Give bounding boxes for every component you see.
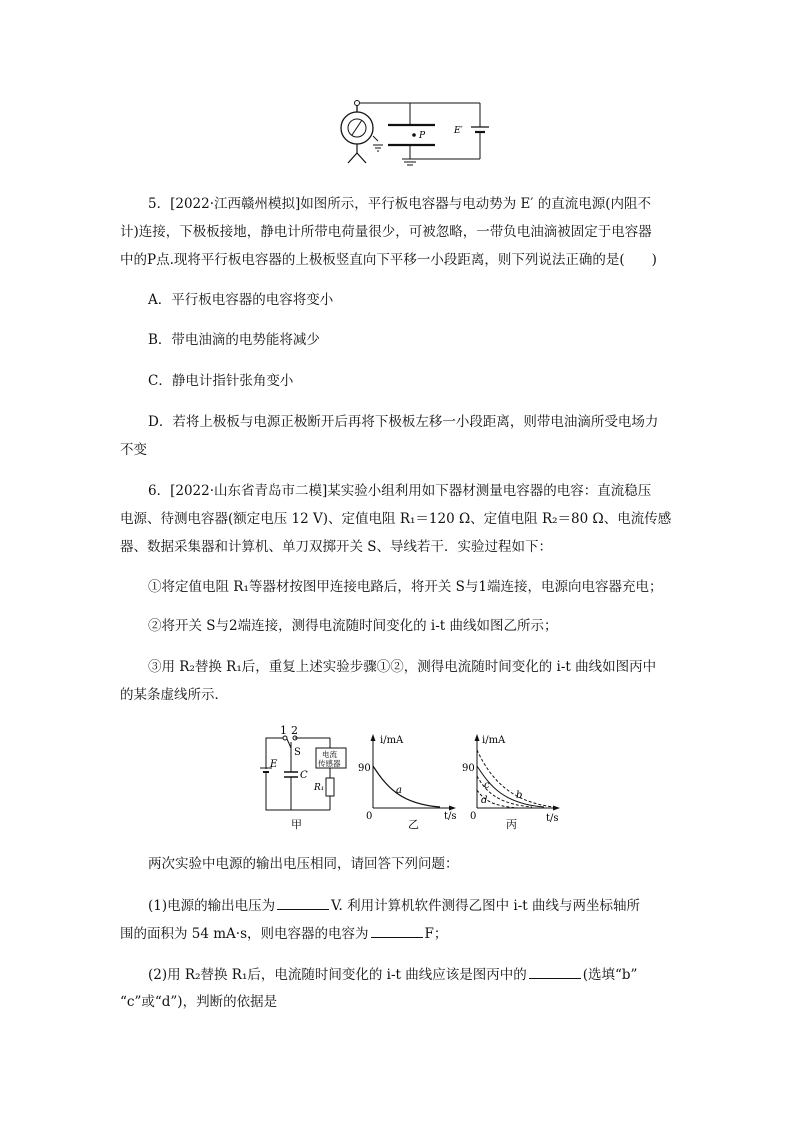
sensor-label-line-2: 传感器 [318,759,341,768]
q5-option-b: B．带电油滴的电势能将减少 [148,332,320,348]
q6-sub2-line-1-post: (选填“b” [582,967,638,983]
q5-option-c: C．静电计指针张角变小 [148,373,294,389]
sensor-label-line-1: 电流 [322,750,337,759]
q5-option-d-line-2: 不变 [120,442,147,458]
figure-jia-caption: 甲 [291,818,302,831]
point-p-label: P [419,131,426,141]
q5-option-d-line-1: D．若将上极板与电源正极断开后再将下极板左移一小段距离，则带电油滴所受电场力 [148,414,659,430]
yi-x-axis-label: t/s [444,811,457,822]
figure-bing-chart [462,724,582,834]
figure-jia-circuit [258,724,358,834]
yi-curve-a [373,766,440,807]
bing-y-tick-90: 90 [462,763,475,774]
q5-option-a: A．平行板电容器的电容将变小 [148,292,334,308]
figure-yi-caption: 乙 [408,818,419,831]
battery-e-label: E [270,759,278,770]
terminal-2-label: 2 [291,724,298,737]
q6-sub2-line-1-pre: (2)用 R₂替换 R₁后，电流随时间变化的 i-t 曲线应该是图丙中的 [148,967,527,983]
q6-sub1-line-2 [120,923,447,944]
q6-step-3-line-2: 的某条虚线所示． [120,687,228,703]
q5-line-3: 中的P点.现将平行板电容器的上极板竖直向下平移一小段距离，则下列说法正确的是( ) [120,252,657,268]
yi-curve-a-label: a [396,785,402,796]
terminal-1-label: 1 [280,724,287,737]
q5-line-1: 5．[2022·江西赣州模拟]如图所示，平行板电容器与电动势为 E′ 的直流电源(内阻不 [148,196,652,212]
answer-blank-curve[interactable] [529,964,581,979]
q5-line-2: 计)连接，下极板接地，静电计所带电荷量很少，可被忽略，一带负电油滴被固定于电容器 [120,224,652,240]
q6-step-1: ①将定值电阻 R₁等器材按图甲连接电路后，将开关 S与1端连接，电源向电容器充电； [148,579,663,595]
q6-intro: 两次实验中电源的输出电压相同，请回答下列问题： [148,856,459,872]
source-e-label: E′ [454,126,463,136]
figure-yi-chart [358,724,468,834]
q6-line-1: 6．[2022·山东省青岛市二模]某实验小组利用如下器材测量电容器的电容：直流稳压 [148,483,652,499]
q6-sub1-line-2-pre: 围的面积为 54 mA·s，则电容器的电容为 [120,926,369,942]
bing-curve-d-label: d [481,795,488,806]
figure-electrometer-capacitor [330,95,490,170]
bing-origin-label: 0 [470,811,477,822]
bing-y-axis-label: i/mA [482,735,506,746]
switch-s-label: S [294,747,301,758]
bing-x-axis-label: t/s [546,813,559,824]
q6-line-3: 器、数据采集器和计算机、单刀双掷开关 S、导线若干．实验过程如下： [120,539,553,555]
q6-step-2: ②将开关 S与2端连接，测得电流随时间变化的 i-t 曲线如图乙所示； [148,618,558,634]
yi-y-tick-90: 90 [358,763,371,774]
yi-origin-label: 0 [366,811,373,822]
q6-line-2: 电源、待测电容器(额定电压 12 V)、定值电阻 R₁＝120 Ω、定值电阻 R₂＝80 Ω、电流传感 [120,511,672,527]
resistor-r1-label: R₁ [314,783,325,793]
q6-sub1-line-1-pre: (1)电源的输出电压为 [148,898,276,914]
q6-sub2-line-2: “c”或“d”)，判断的依据是 [120,994,278,1010]
q6-sub2-line-1 [148,964,637,985]
answer-blank-voltage[interactable] [277,895,329,910]
yi-y-axis-label: i/mA [380,735,404,746]
figure-bing-caption: 丙 [506,818,517,831]
q6-step-3-line-1: ③用 R₂替换 R₁后，重复上述实验步骤①②，测得电流随时间变化的 i-t 曲线如图丙中 [148,659,657,675]
bing-curve-c-label: c [484,780,490,791]
capacitor-c-label: C [300,770,308,781]
q6-sub1-line-2-post: F； [424,926,448,942]
q6-sub1-line-1-post: V. 利用计算机软件测得乙图中 i-t 曲线与两坐标轴所 [331,898,640,914]
answer-blank-capacitance[interactable] [371,923,423,938]
q6-sub1-line-1 [148,895,640,916]
bing-curve-b-label: b [516,790,523,801]
